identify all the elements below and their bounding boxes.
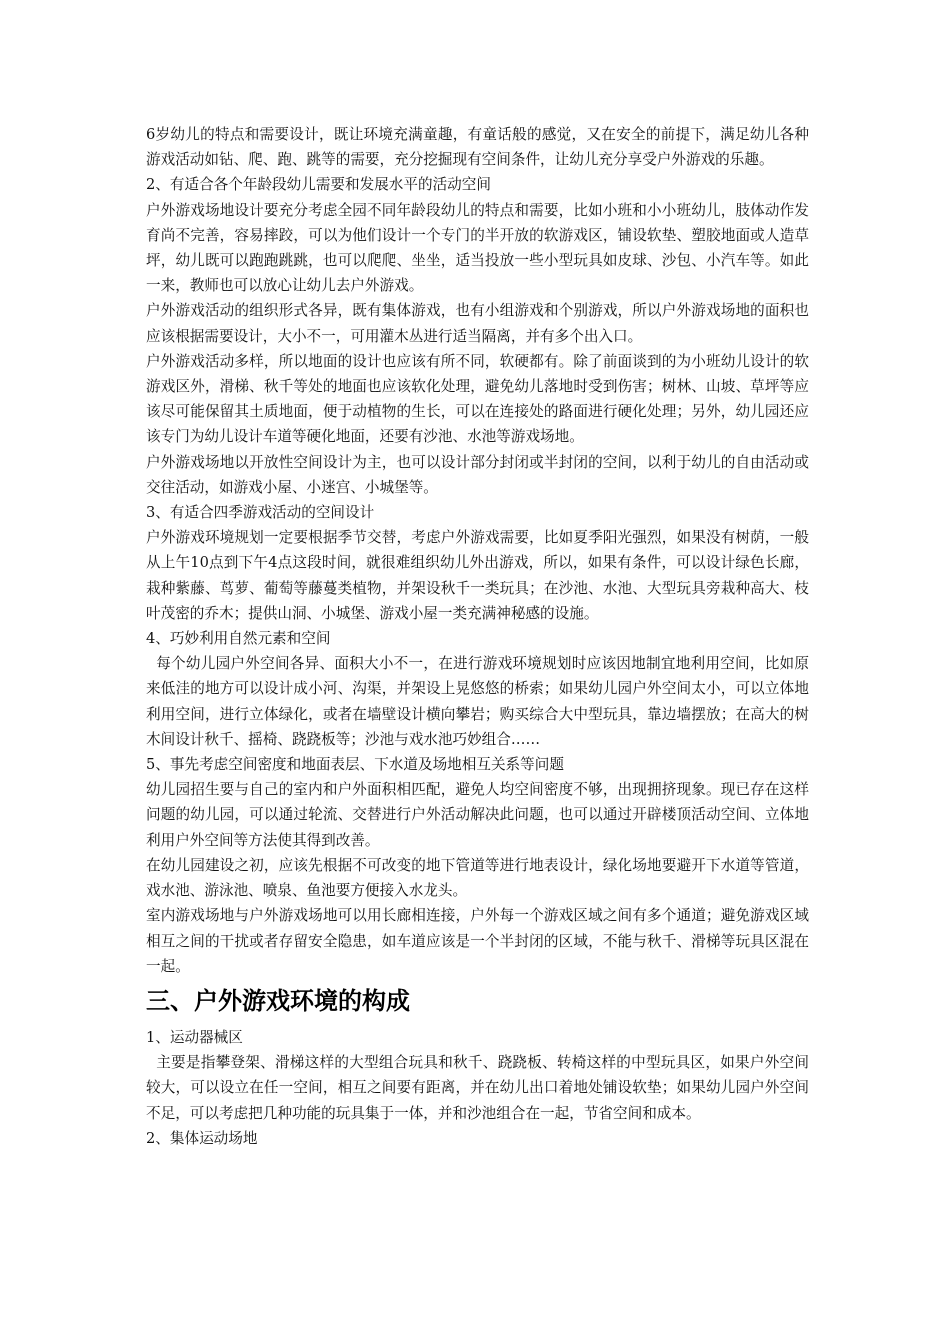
subheading: 2、有适合各个年龄段幼儿需要和发展水平的活动空间 [146,176,491,194]
subheading: 3、有适合四季游戏活动的空间设计 [146,504,375,522]
paragraph: 室内游戏场地与户外游戏场地可以用长廊相连接，户外每一个游戏区域之间有多个通道；避免游戏区域相互之间的干扰或者存留安全隐患，如车道应该是一个半封闭的区域，不能与秋千、滑梯等玩具区混在一起。 [146,907,809,975]
paragraph: 幼儿园招生要与自己的室内和户外面积相匹配，避免人均空间密度不够，出现拥挤现象。现已存在这样问题的幼儿园，可以通过轮流、交替进行户外活动解决此问题，也可以通过开辟楼顶活动空间、立体地利用户外空间等方法使其得到改善。 [146,781,809,849]
paragraph: 户外游戏活动多样，所以地面的设计也应该有所不同，软硬都有。除了前面谈到的为小班幼儿设计的软游戏区外，滑梯、秋千等处的地面也应该软化处理，避免幼儿落地时受到伤害；树林、山坡、草坪等应该尽可能保留其土质地面，便于动植物的生长，可以在连接处的路面进行硬化处理；另外，幼儿园还应该专门为幼儿设计车道等硬化地面，还要有沙池、水池等游戏场地。 [146,352,809,446]
document-body [146,122,809,1151]
paragraph: 在幼儿园建设之初，应该先根据不可改变的地下管道等进行地表设计，绿化场地要避开下水道等管道，戏水池、游泳池、喷泉、鱼池要方便接入水龙头。 [146,856,809,900]
paragraph: 户外游戏场地以开放性空间设计为主，也可以设计部分封闭或半封闭的空间，以利于幼儿的自由活动或交往活动，如游戏小屋、小迷宫、小城堡等。 [146,453,809,496]
subheading: 4、巧妙利用自然元素和空间 [146,630,331,648]
paragraph: 户外游戏活动的组织形式各异，既有集体游戏，也有小组游戏和个别游戏，所以户外游戏场地的面积也应该根据需要设计，大小不一，可用灌木丛进行适当隔离，并有多个出入口。 [146,302,809,345]
paragraph: 6岁幼儿的特点和需要设计，既让环境充满童趣，有童话般的感觉，又在安全的前提下，满足幼儿各种游戏活动如钻、爬、跑、跳等的需要，充分挖掘现有空间条件，让幼儿充分享受户外游戏的乐趣。 [146,126,809,169]
paragraph: 每个幼儿园户外空间各异、面积大小不一，在进行游戏环境规划时应该因地制宜地利用空间，比如原来低洼的地方可以设计成小河、沟渠，并架设上晃悠悠的桥索；如果幼儿园户外空间太小，可以立体地利用空间，进行立体绿化，或者在墙壁设计横向攀岩；购买综合大中型玩具，靠边墙摆放；在高大的树木间设计秋千、摇椅、跷跷板等；沙池与戏水池巧妙组合…… [146,655,809,748]
subheading: 2、集体运动场地 [146,1129,258,1147]
section-heading: 三、户外游戏环境的构成 [146,986,410,1015]
paragraph: 户外游戏环境规划一定要根据季节交替，考虑户外游戏需要，比如夏季阳光强烈，如果没有树荫，一般从上午10点到下午4点这段时间，就很难组织幼儿外出游戏，所以，如果有条件，可以设计绿色长廊，栽种紫藤、茑萝、葡萄等藤蔓类植物，并架设秋千一类玩具；在沙池、水池、大型玩具旁栽种高大、枝叶茂密的乔木；提供山洞、小城堡、游戏小屋一类充满神秘感的设施。 [146,529,809,622]
subheading: 5、事先考虑空间密度和地面表层、下水道及场地相互关系等问题 [146,756,564,774]
subheading: 1、运动器械区 [146,1028,243,1046]
paragraph: 主要是指攀登架、滑梯这样的大型组合玩具和秋千、跷跷板、转椅这样的中型玩具区，如果户外空间较大，可以设立在任一空间，相互之间要有距离，并在幼儿出口着地处铺设软垫；如果幼儿园户外空间不足，可以考虑把几种功能的玩具集于一体，并和沙池组合在一起，节省空间和成本。 [146,1054,809,1122]
paragraph: 户外游戏场地设计要充分考虑全园不同年龄段幼儿的特点和需要，比如小班和小小班幼儿，肢体动作发育尚不完善，容易摔跤，可以为他们设计一个专门的半开放的软游戏区，铺设软垫、塑胶地面或人造草坪，幼儿既可以跑跑跳跳，也可以爬爬、坐坐，适当投放一些小型玩具如皮球、沙包、小汽车等。如此一来，教师也可以放心让幼儿去户外游戏。 [146,201,809,295]
